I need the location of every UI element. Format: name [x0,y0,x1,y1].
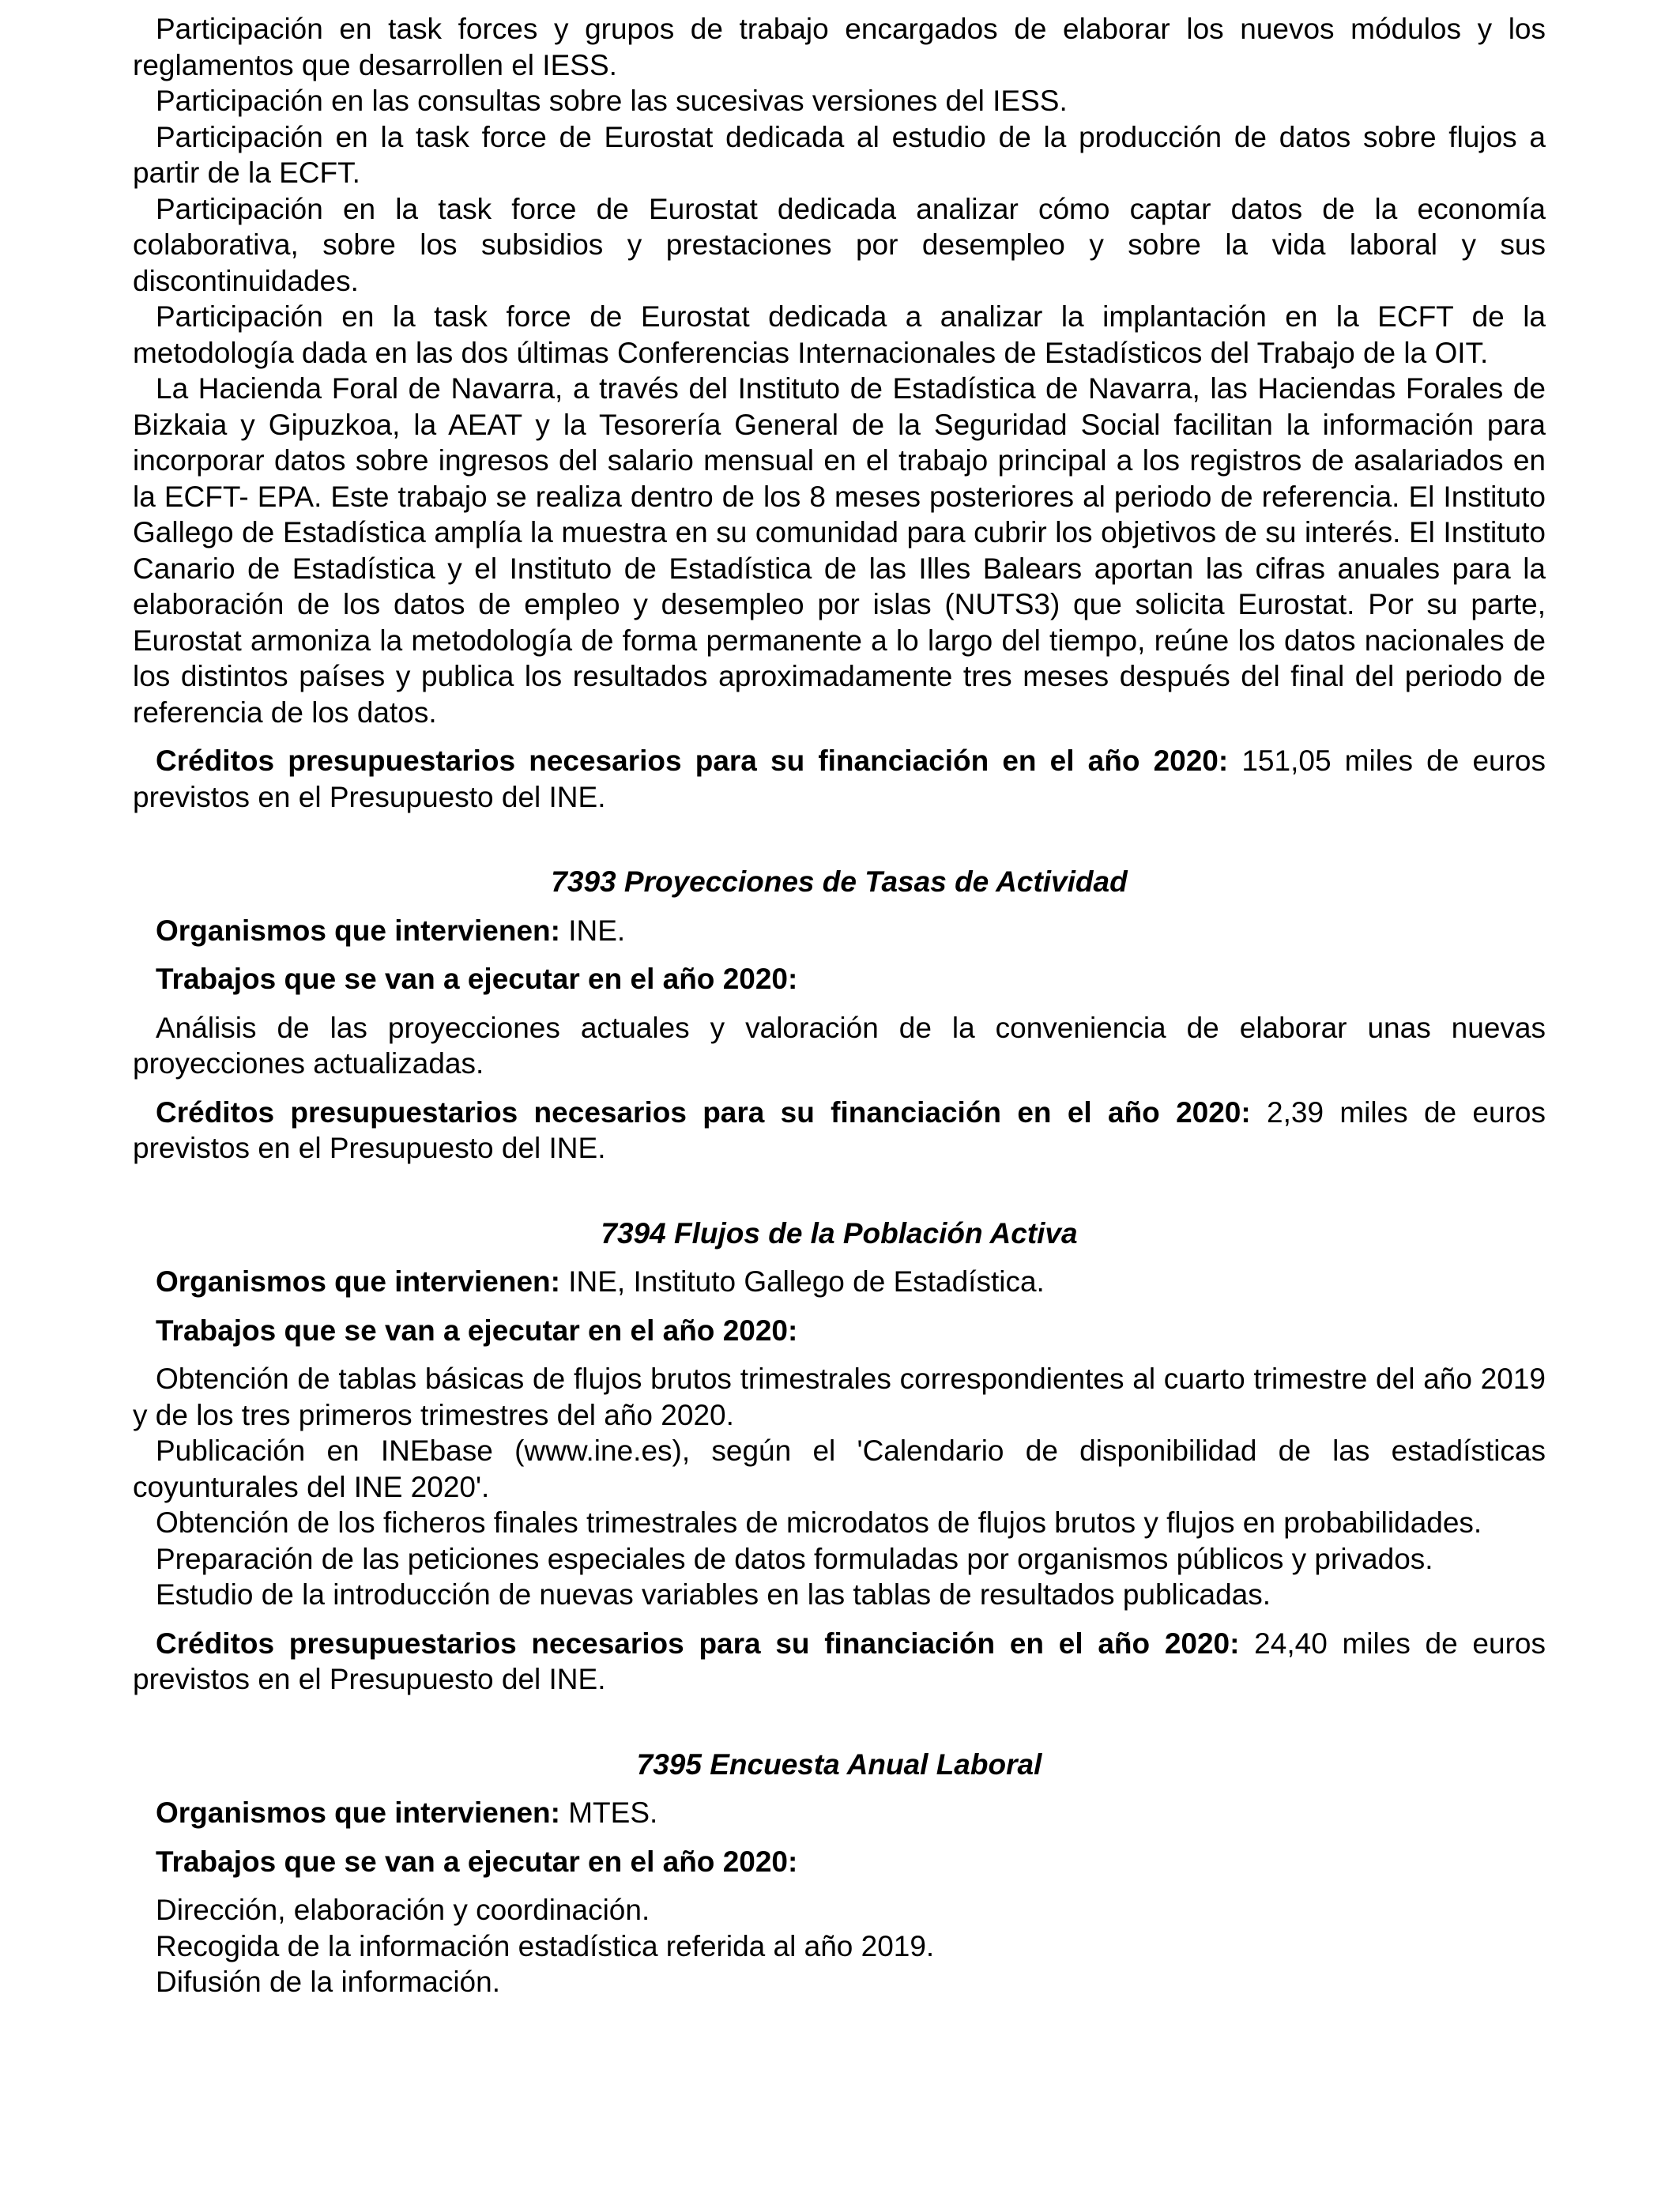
creditos-label: Créditos presupuestarios necesarios para su financiación en el año 2020: [156,1095,1251,1129]
trabajos-item: Estudio de la introducción de nuevas variables en las tablas de resultados publicadas. [156,1578,1271,1611]
organismos-line [133,913,1546,949]
creditos-line [133,1095,1546,1167]
trabajos-item: Obtención de los ficheros finales trimestrales de microdatos de flujos brutos y flujos en probabilidades. [156,1506,1482,1539]
trabajos-item: Recogida de la información estadística referida al año 2019. [156,1929,935,1962]
intro-paragraph: Participación en las consultas sobre las sucesivas versiones del IESS. [156,85,1068,117]
trabajos-item: Difusión de la información. [156,1966,500,1998]
trabajos-item: Preparación de las peticiones especiales de datos formuladas por organismos públicos y privados. [156,1542,1433,1575]
organismos-line [133,1795,1546,1831]
organismos-label: Organismos que intervienen: [156,1796,560,1829]
creditos-line [133,1626,1546,1698]
organismos-line [133,1264,1546,1300]
trabajos-label: Trabajos que se van a ejecutar en el año 2020: [156,1314,798,1347]
intro-paragraph: Participación en la task force de Eurostat dedicada analizar cómo captar datos de la economía colaborativa, sobre los subsidios y prestaciones por desempleo y sobre la vida laboral y sus discontinuidades. [133,192,1546,297]
trabajos-label: Trabajos que se van a ejecutar en el año 2020: [156,963,798,995]
section-title: 7393 Proyecciones de Tasas de Actividad [551,865,1128,898]
organismos-label: Organismos que intervienen: [156,1265,560,1298]
organismos-label: Organismos que intervienen: [156,914,560,947]
section-title: 7395 Encuesta Anual Laboral [636,1747,1042,1781]
intro-block [133,11,1546,730]
intro-paragraph: Participación en la task force de Eurostat dedicada a analizar la implantación en la ECFT de la metodología dada en las dos últimas Conferencias Internacionales de Estadísticos del Trabajo de la OIT. [133,300,1546,369]
creditos-value: 2,39 miles de euros previstos en el Presupuesto del INE. [133,1095,1546,1164]
document-page [133,11,1546,2000]
section-7393 [133,864,1546,1167]
intro-paragraph: La Hacienda Foral de Navarra, a través del Instituto de Estadística de Navarra, las Haciendas Forales de Bizkaia y Gipuzkoa, la AEAT y la Tesorería General de la Seguridad Social facilitan la información para incorporar datos sobre ingresos del salario mensual en el trabajo principal a los registros de asalariados en la ECFT- EPA. Este trabajo se realiza dentro de los 8 meses posteriores al periodo de referencia. El Instituto Gallego de Estadística amplía la muestra en su comunidad para cubrir los objetivos de su interés. El Instituto Canario de Estadística y el Instituto de Estadística de las Illes Balears aportan las cifras anuales para la elaboración de los datos de empleo y desempleo por islas (NUTS3) que solicita Eurostat. Por su parte, Eurostat armoniza la metodología de forma permanente a lo largo del tiempo, reúne los datos nacionales de los distintos países y publica los resultados aproximadamente tres meses después del final del periodo de referencia de los datos. [133,372,1546,729]
trabajos-item: Publicación en INEbase (www.ine.es), según el 'Calendario de disponibilidad de las estadísticas coyunturales del INE 2020'. [133,1434,1546,1503]
organismos-value: INE. [559,914,626,947]
creditos-value: 24,40 miles de euros previstos en el Presupuesto del INE. [133,1627,1546,1695]
trabajos-item: Análisis de las proyecciones actuales y valoración de la conveniencia de elaborar unas nuevas proyecciones actualizadas. [133,1011,1546,1080]
credits-text: 151,05 miles de euros previstos en el Presupuesto del INE. [133,745,1546,813]
intro-paragraph: Participación en task forces y grupos de trabajo encargados de elaborar los nuevos módulos y los reglamentos que desarrollen el IESS. [133,13,1546,81]
section-title: 7394 Flujos de la Población Activa [601,1216,1078,1250]
organismos-value: INE, Instituto Gallego de Estadística. [559,1265,1045,1298]
creditos-label: Créditos presupuestarios necesarios para su financiación en el año 2020: [156,1627,1240,1660]
trabajos-item: Dirección, elaboración y coordinación. [156,1894,650,1926]
section-7394 [133,1216,1546,1698]
intro-paragraph: Participación en la task force de Eurostat dedicada al estudio de la producción de datos sobre flujos a partir de la ECFT. [133,120,1546,189]
trabajos-label: Trabajos que se van a ejecutar en el año 2020: [156,1845,798,1878]
trabajos-item: Obtención de tablas básicas de flujos brutos trimestrales correspondientes al cuarto trimestre del año 2019 y de los tres primeros trimestres del año 2020. [133,1363,1546,1431]
section-7395 [133,1747,1546,2000]
credits-label: Créditos presupuestarios necesarios para su financiación en el año 2020: [156,745,1229,777]
intro-credits [133,743,1546,815]
organismos-value: MTES. [559,1796,658,1829]
